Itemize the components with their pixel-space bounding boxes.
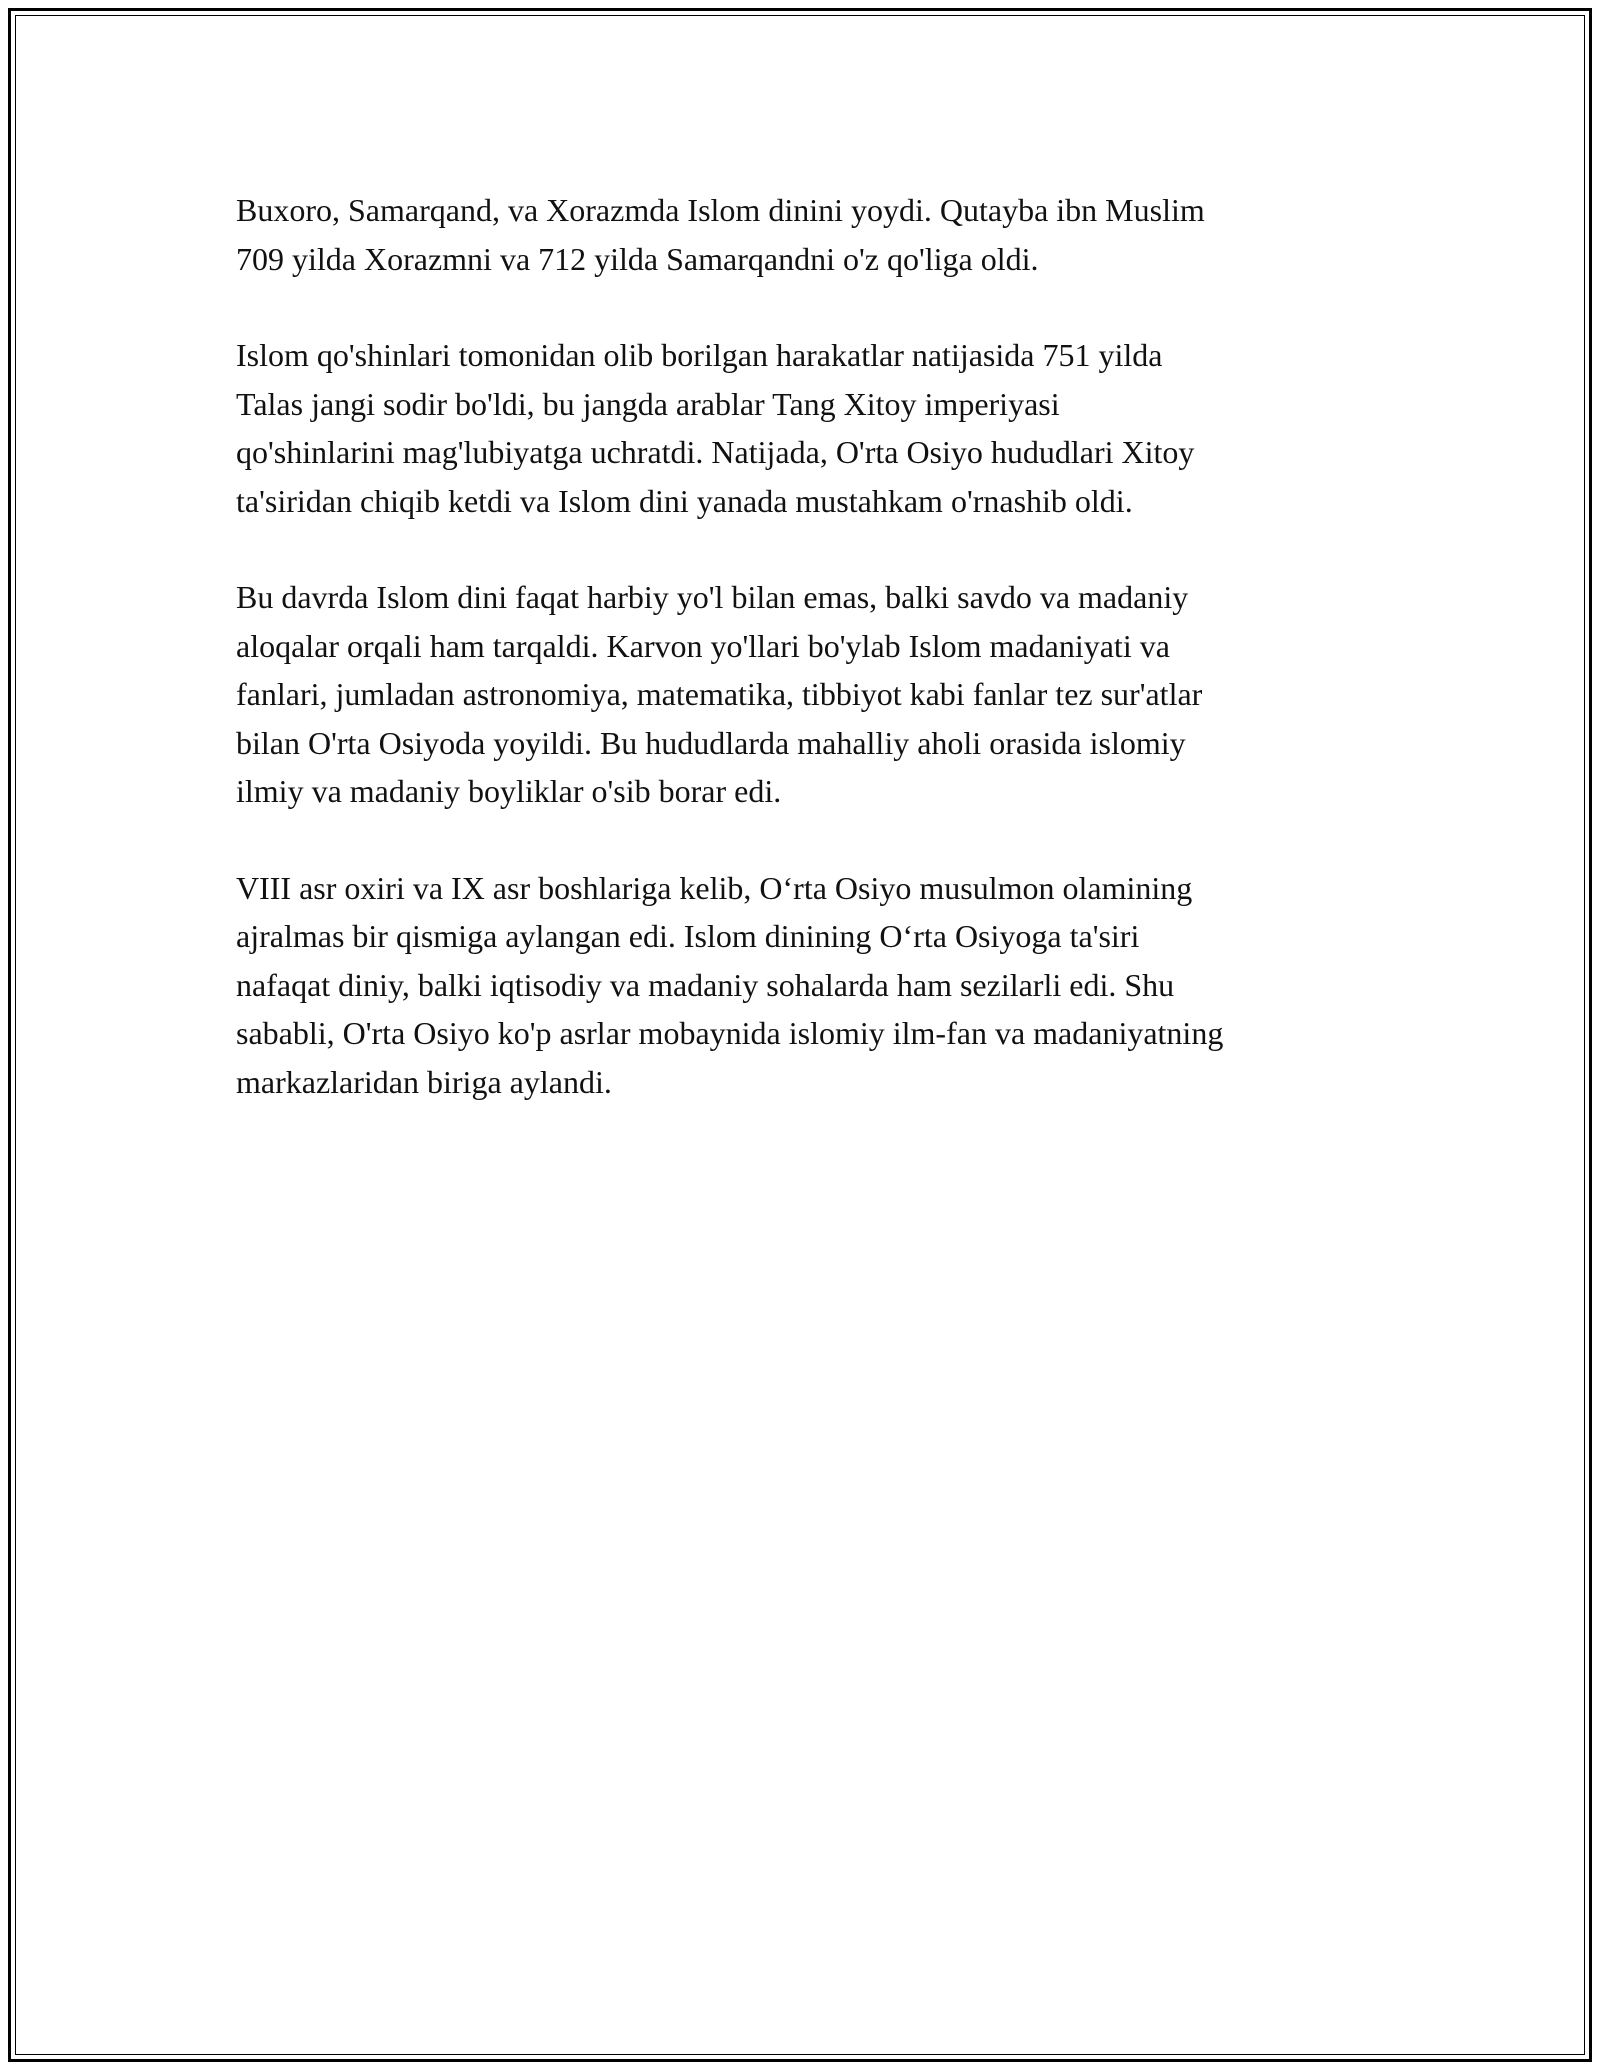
paragraph-1: Buxoro, Samarqand, va Xorazmda Islom dinini yoydi. Qutayba ibn Muslim 709 yilda Xorazmni va 712 yilda Samarqandni o'z qo'liga oldi. (236, 192, 1205, 277)
document-body (236, 186, 1386, 1154)
paragraph-2: Islom qo'shinlari tomonidan olib borilgan harakatlar natijasida 751 yilda Talas jangi sodir bo'ldi, bu jangda arablar Tang Xitoy imperiyasi qo'shinlarini mag'lubiyatga uchratdi. Natijada, O'rta Osiyo hududlari Xitoy ta'siridan chiqib ketdi va Islom dini yanada mustahkam o'rnashib oldi. (236, 337, 1195, 519)
paragraph-3: Bu davrda Islom dini faqat harbiy yo'l bilan emas, balki savdo va madaniy aloqalar orqali ham tarqaldi. Karvon yo'llari bo'ylab Islom madaniyati va fanlari, jumladan astronomiya, matematika, tibbiyot kabi fanlar tez sur'atlar bilan O'rta Osiyoda yoyildi. Bu hududlarda mahalliy aholi orasida islomiy ilmiy va madaniy boyliklar o'sib borar edi. (236, 579, 1203, 809)
paragraph-4: VIII asr oxiri va IX asr boshlariga kelib, O‘rta Osiyo musulmon olamining ajralmas bir qismiga aylangan edi. Islom dinining O‘rta Osiyoga ta'siri nafaqat diniy, balki iqtisodiy va madaniy sohalarda ham sezilarli edi. Shu sababli, O'rta Osiyo ko'p asrlar mobaynida islomiy ilm-fan va madaniyatning markazlaridan biriga aylandi. (236, 869, 1224, 1100)
